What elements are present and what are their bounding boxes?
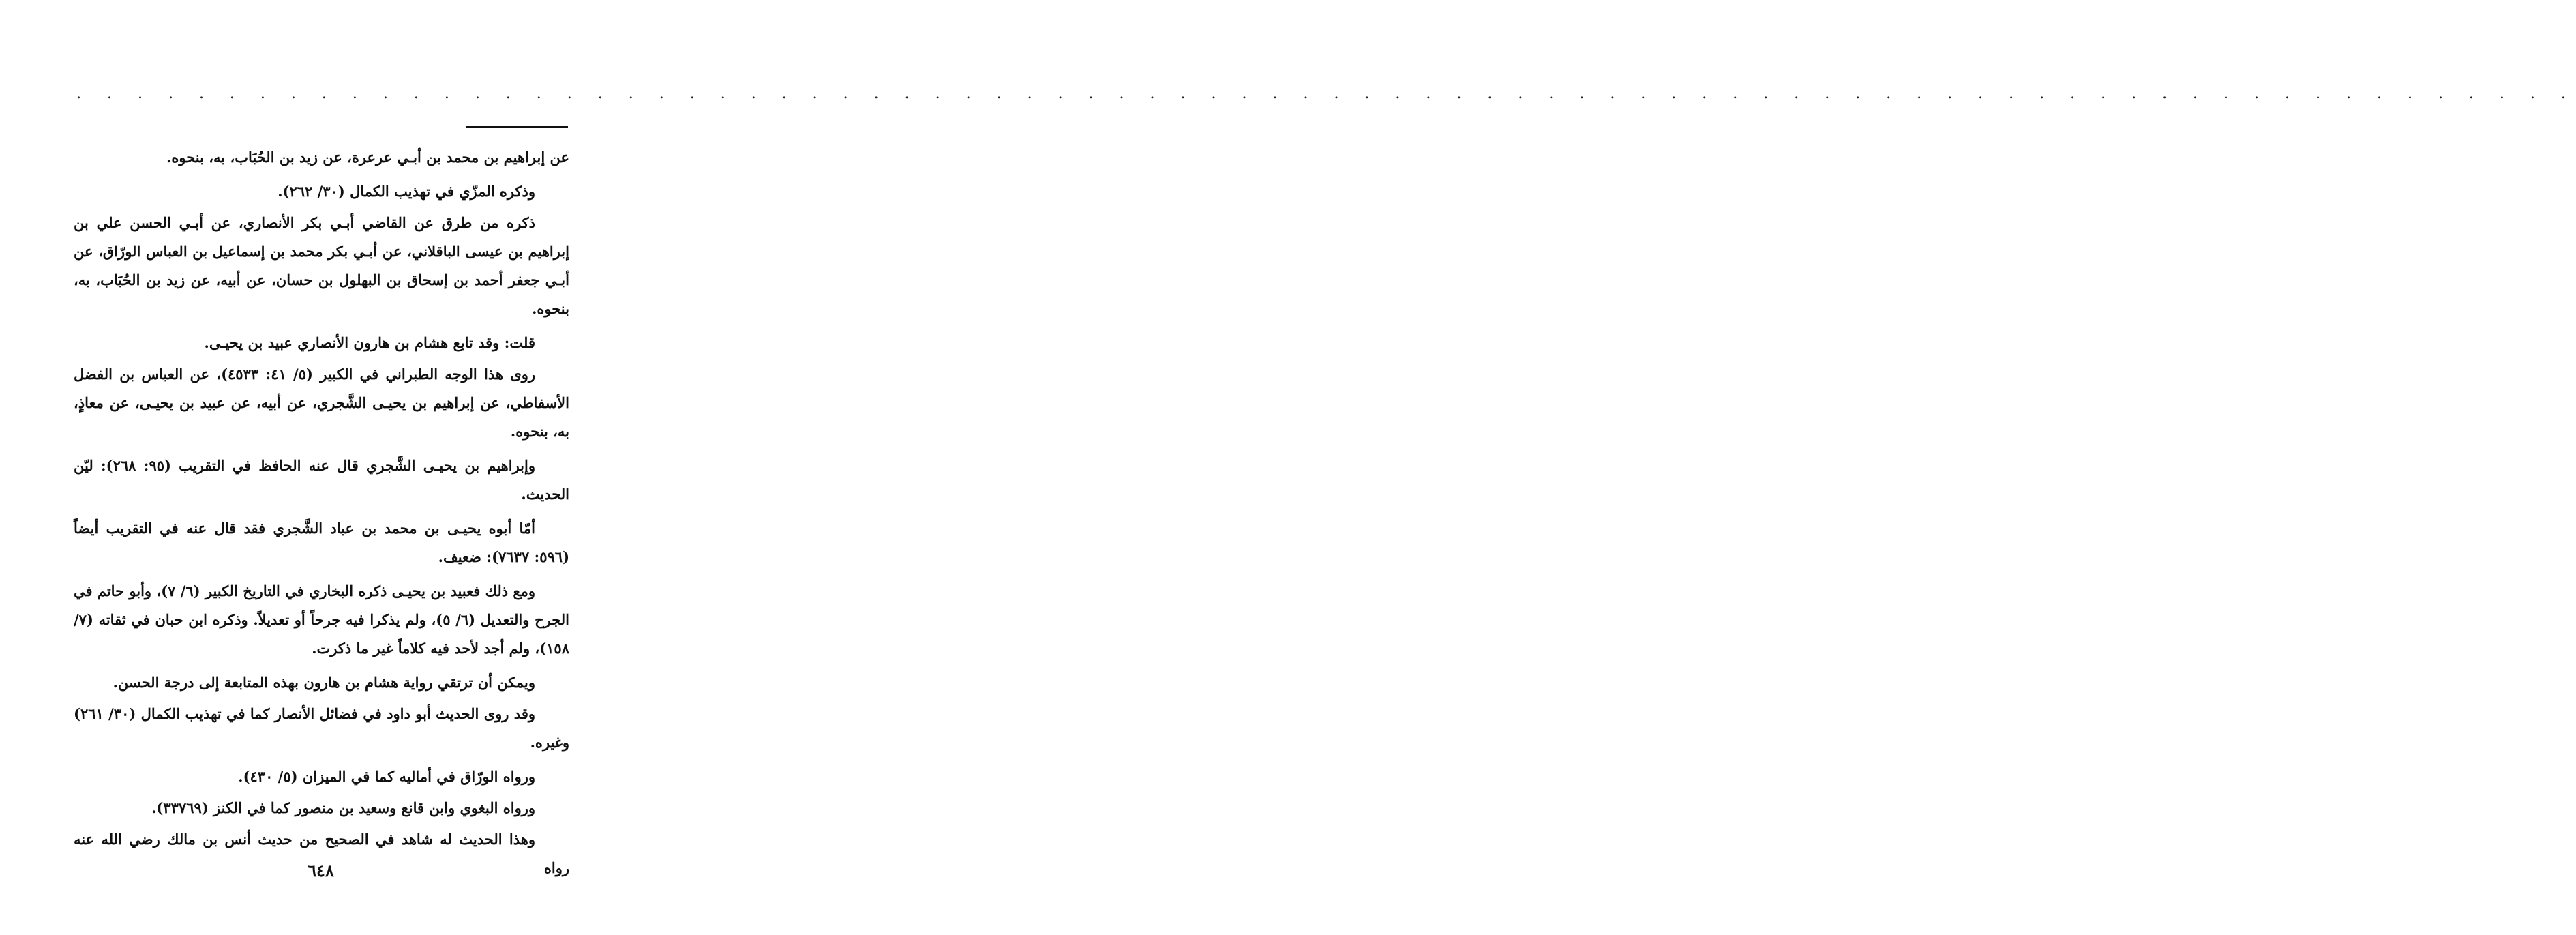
paragraph: روى هذا الوجه الطبراني في الكبير (٥/ ٤١: ٤٥٣٣)، عن العباس بن الفضل الأسفاطي، عن إبراهيم بن يحيـى الشَّجري، عن أبيه، عن عبيد بن يحيـى، عن معاذٍ، به، بنحوه. (74, 366, 569, 440)
paragraph: عن إبراهيم بن محمد بن أبـي عرعرة، عن زيد بن الحُبَاب، به، بنحوه. (166, 149, 569, 166)
footnote-text-block (74, 143, 569, 885)
footnote-rule (466, 126, 568, 128)
paragraph: أمّا أبوه يحيـى بن محمد بن عباد الشَّجري فقد قال عنه في التقريب أيضاً (٥٩٦: ٧٦٣٧): ضعيف. (74, 520, 569, 565)
paragraph: وهذا الحديث له شاهد في الصحيح من حديث أنس بن مالك رضي الله عنه رواه (74, 831, 569, 876)
paragraph: ذكره من طرق عن القاضي أبـي بكر الأنصاري، عن أبـي الحسن علي بن إبراهيم بن عيسى الباقلاني، عن أبـي بكر محمد بن إسماعيل بن العباس الورّاق، عن أبـي جعفر أحمد بن إسحاق بن البهلول بن حسان، عن أبيه، عن زيد بن الحُبَاب، به، بنحوه. (74, 214, 569, 317)
paragraph: وإبراهيم بن يحيـى الشَّجري قال عنه الحافظ في التقريب (٩٥: ٢٦٨): ليّن الحديث. (74, 457, 569, 503)
paragraph: قلت: وقد تابع هشام بن هارون الأنصاري عبيد بن يحيـى. (204, 334, 535, 351)
paragraph: وقد روى الحديث أبو داود في فضائل الأنصار كما في تهذيب الكمال (٣٠/ ٢٦١) وغيره. (74, 705, 569, 751)
paragraph: ورواه البغوي وابن قانع وسعيد بن منصور كما في الكنز (٣٣٧٦٩). (151, 799, 535, 816)
dotted-separator: . . . . . . . . . . . . . . . . . . . . . . . . . . . . . . . . . . . . . . . . . . . . . . . . . . . . . . . . . . . . . . . . . . . . . . . . . . . . . . . . . . (76, 85, 2576, 102)
page-number: ٦٤٨ (308, 861, 334, 880)
paragraph: ومع ذلك فعبيد بن يحيـى ذكره البخاري في التاريخ الكبير (٦/ ٧)، وأبو حاتم في الجرح والتعديل (٦/ ٥)، ولم يذكرا فيه جرحاً أو تعديلاً. وذكره ابن حبان في ثقاته (٧/ ١٥٨)، ولم أجد لأحد فيه كلاماً غير ما ذكرت. (74, 582, 570, 657)
paragraph: ورواه الورّاق في أماليه كما في الميزان (٥/ ٤٣٠). (238, 768, 535, 785)
paragraph: ويمكن أن ترتقي رواية هشام بن هارون بهذه المتابعة إلى درجة الحسن. (113, 674, 535, 691)
paragraph: وذكره المزّي في تهذيب الكمال (٣٠/ ٢٦٢). (278, 183, 535, 200)
